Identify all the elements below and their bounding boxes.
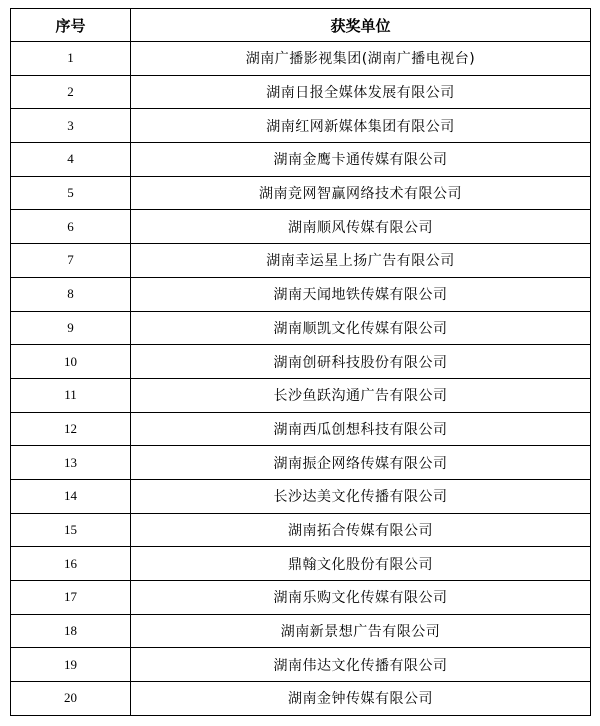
row-index-cell: 10 xyxy=(11,345,131,379)
row-index-cell: 4 xyxy=(11,143,131,177)
table-row xyxy=(11,311,591,345)
table-row xyxy=(11,143,591,177)
row-company-name-cell: 湖南西瓜创想科技有限公司 xyxy=(131,412,591,446)
table-row xyxy=(11,277,591,311)
table-row xyxy=(11,547,591,581)
row-index-cell: 1 xyxy=(11,42,131,76)
row-index-cell: 15 xyxy=(11,513,131,547)
awards-table-container xyxy=(10,8,590,716)
row-company-name-cell: 湖南日报全媒体发展有限公司 xyxy=(131,75,591,109)
row-index-cell: 14 xyxy=(11,479,131,513)
table-body xyxy=(11,42,591,716)
table-row xyxy=(11,210,591,244)
row-index-cell: 3 xyxy=(11,109,131,143)
column-header-index: 序号 xyxy=(11,9,131,42)
row-company-name-cell: 湖南竞网智赢网络技术有限公司 xyxy=(131,176,591,210)
row-company-name-cell: 湖南顺风传媒有限公司 xyxy=(131,210,591,244)
row-index-cell: 20 xyxy=(11,682,131,716)
table-row xyxy=(11,176,591,210)
row-company-name-cell: 湖南金钟传媒有限公司 xyxy=(131,682,591,716)
row-company-name-cell: 湖南广播影视集团(湖南广播电视台) xyxy=(131,42,591,76)
row-index-cell: 11 xyxy=(11,378,131,412)
row-index-cell: 12 xyxy=(11,412,131,446)
awards-table xyxy=(10,8,591,716)
table-row xyxy=(11,479,591,513)
row-index-cell: 6 xyxy=(11,210,131,244)
table-row xyxy=(11,412,591,446)
row-index-cell: 5 xyxy=(11,176,131,210)
row-index-cell: 2 xyxy=(11,75,131,109)
row-company-name-cell: 长沙达美文化传播有限公司 xyxy=(131,479,591,513)
table-row xyxy=(11,614,591,648)
row-index-cell: 9 xyxy=(11,311,131,345)
row-index-cell: 13 xyxy=(11,446,131,480)
table-row xyxy=(11,345,591,379)
row-index-cell: 16 xyxy=(11,547,131,581)
row-company-name-cell: 湖南振企网络传媒有限公司 xyxy=(131,446,591,480)
row-company-name-cell: 湖南顺凯文化传媒有限公司 xyxy=(131,311,591,345)
table-row xyxy=(11,581,591,615)
row-company-name-cell: 鼎翰文化股份有限公司 xyxy=(131,547,591,581)
row-company-name-cell: 湖南红网新媒体集团有限公司 xyxy=(131,109,591,143)
row-company-name-cell: 湖南拓合传媒有限公司 xyxy=(131,513,591,547)
row-index-cell: 19 xyxy=(11,648,131,682)
row-company-name-cell: 湖南伟达文化传播有限公司 xyxy=(131,648,591,682)
table-row xyxy=(11,446,591,480)
row-company-name-cell: 湖南新景想广告有限公司 xyxy=(131,614,591,648)
table-row xyxy=(11,682,591,716)
row-index-cell: 8 xyxy=(11,277,131,311)
row-company-name-cell: 湖南金鹰卡通传媒有限公司 xyxy=(131,143,591,177)
row-company-name-cell: 湖南幸运星上扬广告有限公司 xyxy=(131,244,591,278)
row-index-cell: 17 xyxy=(11,581,131,615)
row-company-name-cell: 湖南天闻地铁传媒有限公司 xyxy=(131,277,591,311)
row-index-cell: 7 xyxy=(11,244,131,278)
row-index-cell: 18 xyxy=(11,614,131,648)
row-company-name-cell: 长沙鱼跃沟通广告有限公司 xyxy=(131,378,591,412)
row-company-name-cell: 湖南乐购文化传媒有限公司 xyxy=(131,581,591,615)
table-row xyxy=(11,648,591,682)
table-row xyxy=(11,42,591,76)
table-row xyxy=(11,378,591,412)
table-row xyxy=(11,109,591,143)
table-row xyxy=(11,75,591,109)
table-header-row xyxy=(11,9,591,42)
table-row xyxy=(11,513,591,547)
column-header-name: 获奖单位 xyxy=(131,9,591,42)
row-company-name-cell: 湖南创研科技股份有限公司 xyxy=(131,345,591,379)
table-row xyxy=(11,244,591,278)
